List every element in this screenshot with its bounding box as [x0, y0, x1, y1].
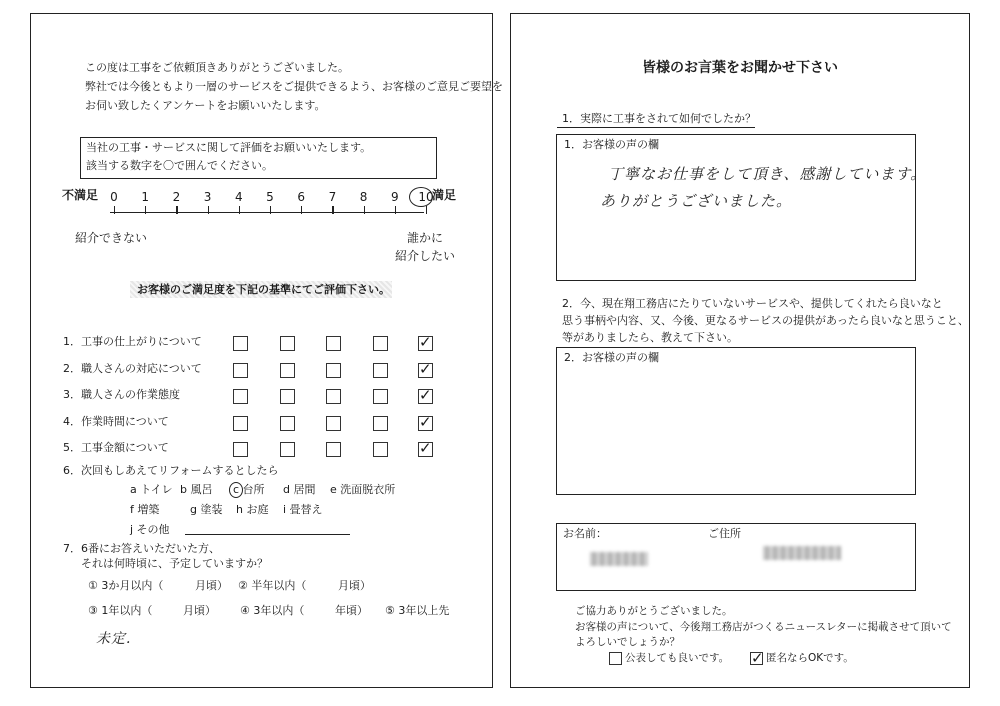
- rating-checkbox[interactable]: [326, 442, 341, 457]
- address-redacted: [763, 546, 841, 560]
- rating-checkbox[interactable]: [373, 363, 388, 378]
- intro-line-2: 弊社では今後ともより一層のサービスをご提供できるよう、お客様のご意見ご要望を: [85, 80, 503, 93]
- question-label: 1．工事の仕上がりについて: [63, 335, 202, 348]
- scale-tick: [208, 206, 209, 214]
- rating-checkbox[interactable]: [326, 389, 341, 404]
- check-mark-icon: ✓: [419, 359, 432, 378]
- question-label: 3．職人さんの作業態度: [63, 388, 180, 401]
- scale-bottom-right-2: 紹介したい: [395, 249, 456, 263]
- rating-checkbox[interactable]: [280, 416, 295, 431]
- scale-tick: [270, 206, 271, 214]
- rating-checkbox[interactable]: [233, 363, 248, 378]
- publish-ok-checkbox[interactable]: [609, 652, 622, 665]
- right-q2-line-2: 思う事柄や内容、又、今後、更なるサービスの提供があったら良いなと思うこと、: [562, 314, 969, 327]
- right-q1: 1．実際に工事をされて如何でしたか？: [562, 112, 756, 125]
- voice-1-handwritten-line-1: 丁寧なお仕事をして頂き、感謝しています。: [608, 165, 927, 183]
- q6-option-b[interactable]: b 風呂: [180, 483, 213, 496]
- rating-checkbox[interactable]: [326, 336, 341, 351]
- q6-option-j[interactable]: j その他: [130, 523, 170, 536]
- q6-option-g[interactable]: g 塗装: [190, 503, 223, 516]
- q7-handwritten-answer: 未定.: [96, 631, 132, 647]
- rating-checkbox[interactable]: [418, 439, 433, 457]
- publish-ok-label: 公表しても良いです。: [625, 652, 730, 664]
- q6-option-i[interactable]: i 畳替え: [283, 503, 323, 516]
- scale-number-2[interactable]: 2: [172, 190, 181, 204]
- intro-line-3: お伺い致したくアンケートをお願いいたします。: [85, 99, 326, 112]
- rating-checkbox[interactable]: [373, 336, 388, 351]
- publish-question-2: よろしいでしょうか？: [575, 636, 680, 648]
- rating-instruction-2: 該当する数字を〇で囲んでください。: [86, 159, 273, 172]
- scale-number-5[interactable]: 5: [266, 190, 274, 204]
- selected-score-circle: [409, 187, 433, 207]
- voice-box-2[interactable]: [556, 347, 916, 495]
- rating-checkbox[interactable]: [373, 416, 388, 431]
- voice-box-2-label: 2．お客様の声の欄: [564, 351, 659, 364]
- rating-checkbox[interactable]: [280, 363, 295, 378]
- rating-checkbox[interactable]: [280, 389, 295, 404]
- rating-checkbox[interactable]: [280, 442, 295, 457]
- q6-option-e[interactable]: e 洗面脱衣所: [330, 483, 396, 496]
- right-title: 皆様のお言葉をお聞かせ下さい: [642, 60, 838, 76]
- criteria-heading: お客様のご満足度を下記の基準にてご評価下さい。: [137, 283, 390, 296]
- scale-tick: [364, 206, 365, 214]
- q6-selected-circle: [229, 482, 243, 498]
- scale-tick: [176, 206, 177, 214]
- check-mark-icon: ✓: [419, 333, 432, 351]
- scale-left-label: 不満足: [62, 188, 99, 202]
- rating-checkbox[interactable]: [418, 333, 433, 351]
- q6-option-a[interactable]: a トイレ: [130, 483, 173, 496]
- rating-instruction-1: 当社の工事・サービスに関して評価をお願いいたします。: [86, 141, 372, 154]
- q6-other-line: [185, 534, 350, 535]
- scale-number-7[interactable]: 7: [328, 190, 337, 204]
- address-label: ご住所: [708, 527, 741, 540]
- rating-checkbox[interactable]: [373, 389, 388, 404]
- scale-bottom-left: 紹介できない: [75, 231, 148, 245]
- rating-checkbox[interactable]: [233, 442, 248, 457]
- q6-option-h[interactable]: h お庭: [236, 503, 269, 516]
- question-label: 4．作業時間について: [63, 414, 169, 428]
- rating-checkbox[interactable]: [418, 386, 433, 404]
- scale-number-1[interactable]: 1: [141, 190, 149, 204]
- check-mark-icon: ✓: [751, 649, 764, 667]
- q7-option-1-suffix: 月頃）: [195, 579, 228, 592]
- scale-tick: [426, 206, 427, 214]
- scale-tick: [114, 206, 115, 214]
- rating-checkbox[interactable]: [233, 336, 248, 351]
- name-label: お名前：: [563, 527, 607, 540]
- q7-option-3[interactable]: ③ 1年以内（: [88, 604, 153, 617]
- q7-option-5[interactable]: ⑤ 3年以上先: [385, 604, 450, 617]
- intro-line-1: この度は工事をご依頼頂きありがとうございました。: [85, 61, 349, 74]
- scale-tick: [395, 206, 396, 214]
- scale-tick: [239, 206, 240, 214]
- scale-number-9[interactable]: 9: [390, 190, 399, 204]
- right-q2-line-1: 2．今、現在翔工務店にたりていないサービスや、提供してくれたら良いなと: [562, 297, 943, 310]
- q7-title-1: 7．6番にお答えいただいた方、: [63, 542, 220, 555]
- q7-option-4[interactable]: ④ 3年以内（: [240, 604, 305, 617]
- q6-option-c[interactable]: c 台所: [233, 483, 265, 496]
- scale-number-4[interactable]: 4: [234, 190, 243, 204]
- q7-title-2: それは何時頃に、予定していますか？: [81, 557, 268, 570]
- name-redacted: [590, 552, 648, 566]
- rating-checkbox[interactable]: [326, 416, 341, 431]
- scale-number-0[interactable]: 0: [110, 190, 118, 204]
- scale-line: [110, 212, 424, 213]
- scale-number-3[interactable]: 3: [203, 190, 212, 204]
- right-q1-underline: [557, 127, 755, 128]
- q6-option-d[interactable]: d 居間: [283, 483, 316, 496]
- q7-option-2-suffix: 月頃）: [338, 579, 371, 592]
- rating-checkbox[interactable]: [280, 336, 295, 351]
- q6-option-f[interactable]: f 増築: [130, 503, 160, 516]
- voice-box-1-label: 1．お客様の声の欄: [564, 138, 659, 151]
- question-label: 2．職人さんの対応について: [63, 361, 202, 375]
- rating-checkbox[interactable]: [373, 442, 388, 457]
- scale-number-10[interactable]: 10: [418, 190, 434, 204]
- thanks-text: ご協力ありがとうございました。: [575, 605, 733, 617]
- scale-right-label: 満足: [432, 188, 457, 202]
- scale-bottom-right-1: 誰かに: [407, 231, 444, 245]
- scale-number-6[interactable]: 6: [297, 190, 305, 204]
- question-label: 5．工事金額について: [63, 441, 169, 454]
- check-mark-icon: ✓: [419, 439, 432, 457]
- scale-tick: [332, 206, 333, 214]
- rating-checkbox[interactable]: [418, 359, 433, 378]
- rating-checkbox[interactable]: [233, 416, 248, 431]
- scale-number-8[interactable]: 8: [359, 190, 368, 204]
- check-mark-icon: ✓: [419, 386, 432, 404]
- q7-option-1[interactable]: ① 3か月以内（: [88, 579, 164, 592]
- q7-option-3-suffix: 月頃）: [183, 604, 216, 617]
- publish-question-1: お客様の声について、今後翔工務店がつくるニュースレターに掲載させて頂いて: [575, 621, 952, 633]
- rating-checkbox[interactable]: [418, 412, 433, 431]
- rating-checkbox[interactable]: [233, 389, 248, 404]
- publish-anonymous-checkbox[interactable]: [750, 649, 764, 667]
- q6-title: 6．次回もしあえてリフォームするとしたら: [63, 464, 279, 477]
- right-q2-line-3: 等がありましたら、教えて下さい。: [562, 331, 738, 344]
- q7-option-2[interactable]: ② 半年以内（: [238, 579, 307, 592]
- q7-option-4-suffix: 年頃）: [335, 604, 368, 617]
- rating-checkbox[interactable]: [326, 363, 341, 378]
- voice-1-handwritten-line-2: ありがとうございました。: [600, 192, 793, 210]
- scale-tick: [301, 206, 302, 214]
- check-mark-icon: ✓: [419, 412, 432, 431]
- scale-tick: [145, 206, 146, 214]
- publish-anonymous-label: 匿名ならOKです。: [766, 652, 854, 664]
